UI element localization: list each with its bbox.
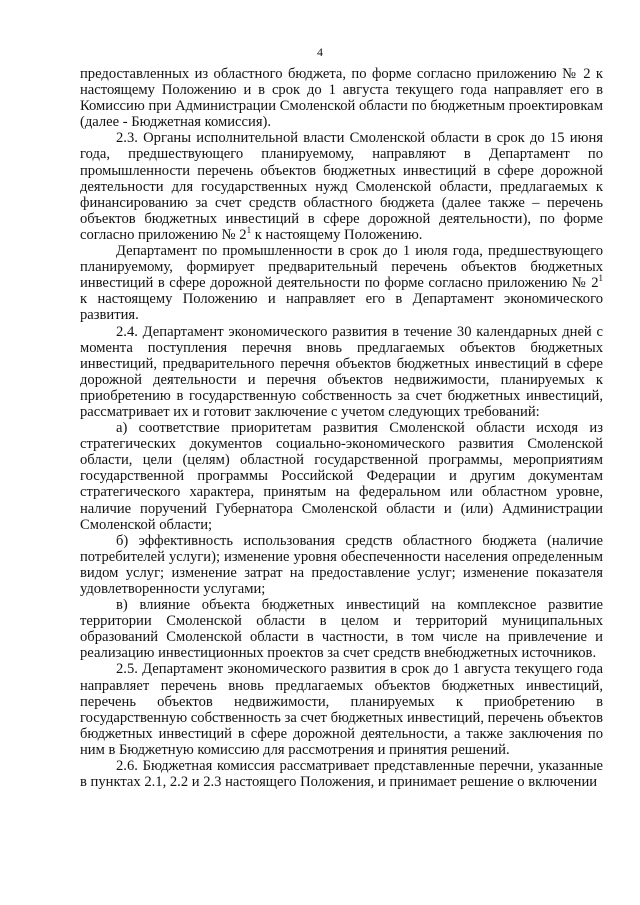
paragraph-2-5: 2.5. Департамент экономического развития в срок до 1 августа текущего года направляет перечень вновь предлагаемых объектов бюджетных инвестиций, перечень объектов недвижимости, планируемых к приобретению в государственную собственность за счет бюджетных инвестиций, перечень объектов бюджетных инвестиций в сфере дорожной деятельности, а также заключения по ним в Бюджетную комиссию для рассмотрения и принятия решений.: [80, 661, 603, 758]
list-item-b: б) эффективность использования средств областного бюджета (наличие потребителей услуги); изменение уровня обеспеченности населения определенным видом услуг; изменение затрат на предоставление услуг; изменение показателя удовлетворенности услугами;: [80, 532, 603, 597]
paragraph: Департамент по промышленности в срок до 1 июля года, предшествующего планируемому, формирует предварительный перечень объектов бюджетных инвестиций в сфере дорожной деятельности по форме согласно приложению № $2^1$ к настоящему Положению и направляет его в Департамент экономического развития.: [80, 243, 603, 324]
paragraph-2-3: 2.3. Органы исполнительной власти Смоленской области в срок до 15 июня года, предшествующего планируемому, направляют в Департамент по промышленности перечень объектов бюджетных инвестиций в сфере дорожной деятельности для государственных нужд Смоленской области, предлагаемых к финансированию за счет средств областного бюджета (далее также – перечень объектов бюджетных инвестиций в сфере дорожной деятельности), по форме согласно приложению № $2^1$ к настоящему Положению.: [80, 130, 603, 243]
superscript: 1: [598, 273, 603, 284]
paragraph: предоставленных из областного бюджета, по форме согласно приложению № 2 к настоящему Положению и в срок до 1 августа текущего года направляет его в Комиссию при Администрации Смоленской области по бюджетным проектировкам (далее - Бюджетная комиссия).: [80, 66, 603, 131]
list-item-a: а) соответствие приоритетам развития Смоленской области исходя из стратегических документов социально-экономического развития Смоленской области, цели (целям) областной государственной программы, мероприятиям государственной программы Российской Федерации и другим документам стратегического характера, принятым на федеральном или областном уровне, наличие поручений Губернатора Смоленской области и (или) Администрации Смоленской области;: [80, 420, 603, 533]
superscript: 1: [246, 225, 252, 236]
paragraph-2-6: 2.6. Бюджетная комиссия рассматривает представленные перечни, указанные в пунктах 2.1, 2.2 и 2.3 настоящего Положения, и принимает решение о включении: [80, 758, 603, 791]
paragraph-2-4: 2.4. Департамент экономического развития в течение 30 календарных дней с момента поступления перечня вновь предлагаемых объектов бюджетных инвестиций, предварительного перечня объектов бюджетных инвестиций в сфере дорожной деятельности и перечня объектов недвижимости, планируемых к приобретению в государственную собственность за счет бюджетных инвестиций, рассматривает их и готовит заключение с учетом следующих требований:: [80, 323, 603, 420]
page-number: 4: [317, 45, 323, 59]
body-text: [80, 66, 603, 790]
list-item-c: в) влияние объекта бюджетных инвестиций на комплексное развитие территории Смоленской области в целом и территорий муниципальных образований Смоленской области в частности, в том числе на привлечение и реализацию инвестиционных проектов за счет средств внебюджетных источников.: [80, 597, 603, 662]
